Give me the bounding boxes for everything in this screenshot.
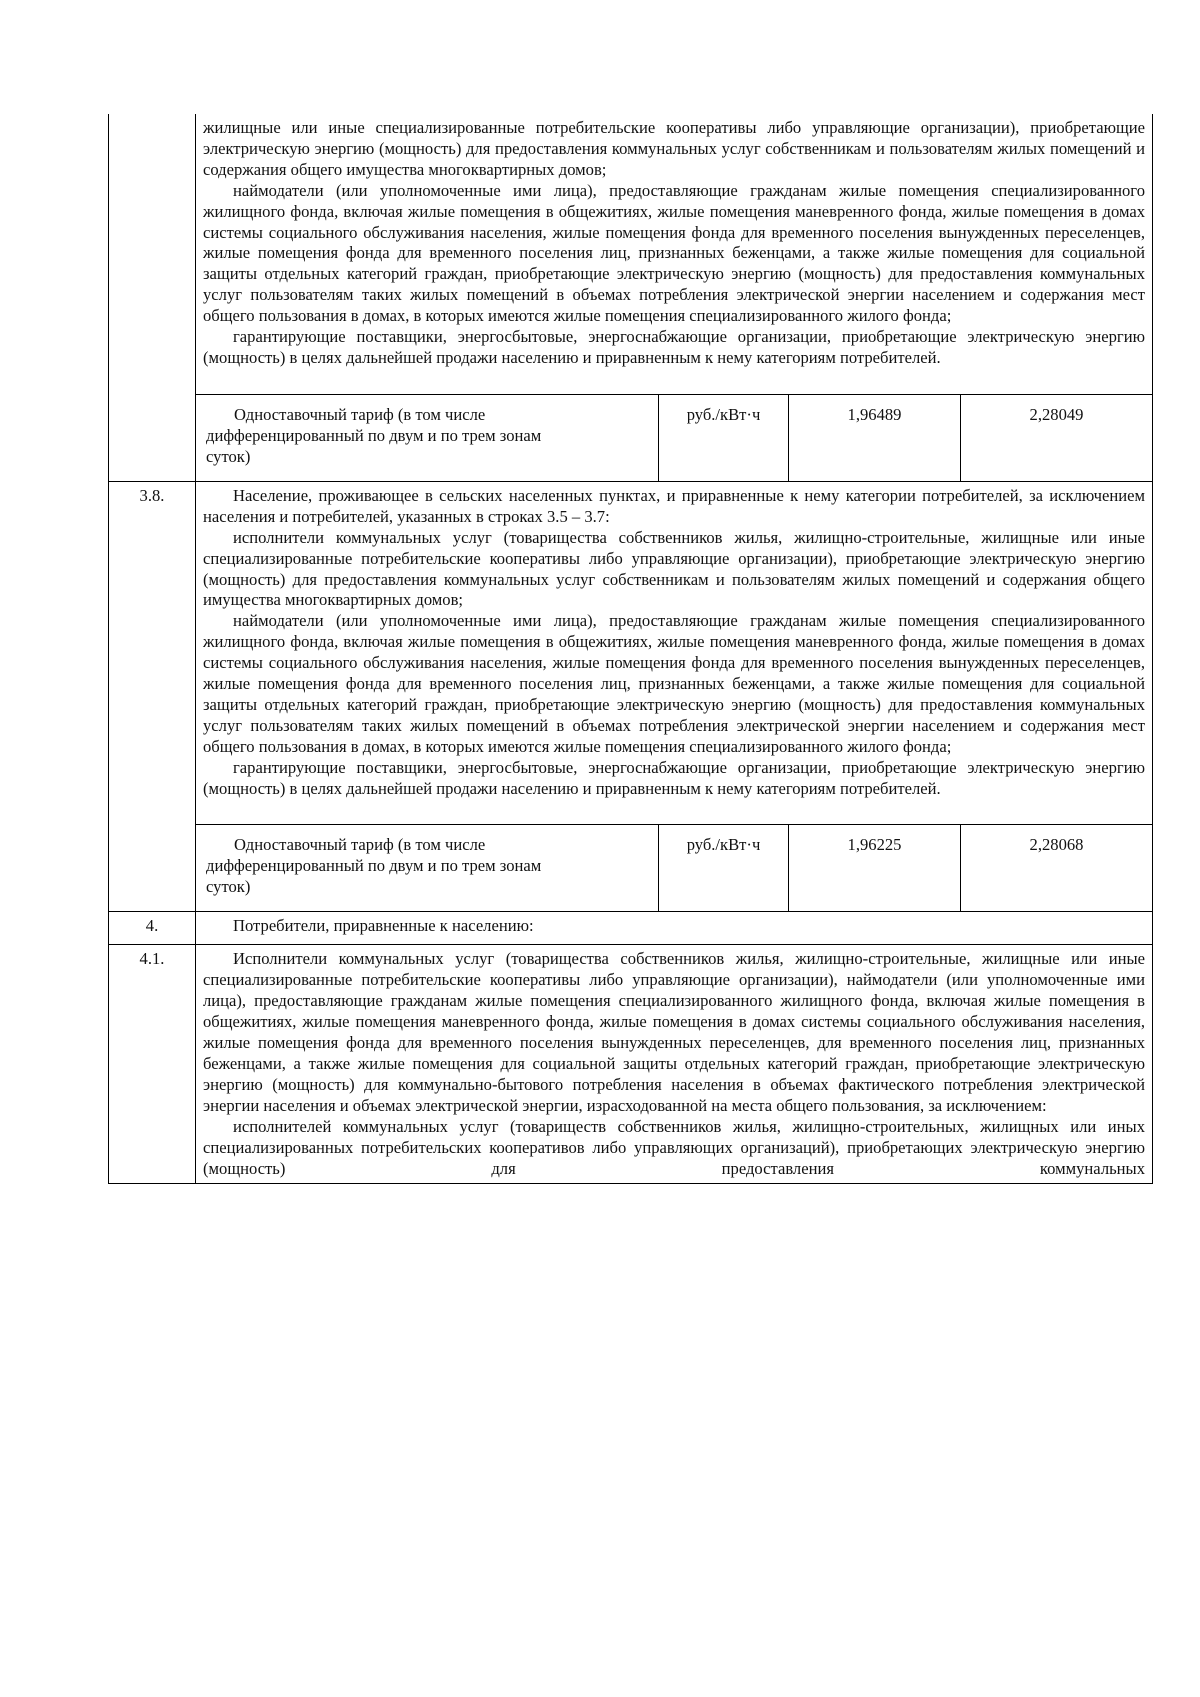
paragraph: Население, проживающее в сельских населенных пунктах, и приравненные к нему категории потребителей, за исключением населения и потребителей, указанных в строках 3.5 – 3.7:: [203, 485, 1145, 526]
paragraph: гарантирующие поставщики, энергосбытовые, энергоснабжающие организации, приобретающие электрическую энергию (мощность) в целях дальнейшей продажи населению и приравненным к нему категориям потребителей.: [203, 757, 1145, 798]
paragraph: Потребители, приравненные к населению:: [233, 916, 534, 936]
tariff-label-cell: [196, 394, 659, 481]
row-description-cell: [196, 912, 1153, 945]
tariff-label-line: Одноставочный тариф (в том числе: [234, 835, 486, 855]
tariff-value-second-half: 2,28049: [961, 394, 1153, 481]
row-description-cell: [196, 114, 1153, 394]
tariff-row-3-8: [109, 825, 1153, 912]
row-number: 3.8.: [109, 481, 196, 825]
row-number-cell: [109, 114, 196, 394]
tariff-value-first-half: 1,96225: [789, 825, 961, 912]
tariff-label-line: суток): [206, 446, 251, 466]
row-number: 4.: [109, 912, 196, 945]
row-description-cell: [196, 945, 1153, 1184]
row-4: [109, 912, 1153, 945]
unit-cell: руб./кВт·ч: [659, 394, 789, 481]
tariff-row-3-7: [109, 394, 1153, 481]
tariff-table: [108, 114, 1153, 1184]
row-number: 4.1.: [109, 945, 196, 1184]
paragraph: исполнителей коммунальных услуг (товариществ собственников жилья, жилищно-строительных, жилищных или иных специализированных потребительских кооперативов либо управляющих организаций), приобретающих электрическую энергию (мощность) для предоставления коммунальных: [203, 1116, 1145, 1178]
paragraph: наймодатели (или уполномоченные ими лица), предоставляющие гражданам жилые помещения специализированного жилищного фонда, включая жилые помещения в общежитиях, жилые помещения маневренного фонда, жилые помещения в домах системы социального обслуживания населения, жилые помещения фонда для временного поселения вынужденных переселенцев, жилые помещения фонда для временного поселения лиц, признанных беженцами, а также жилые помещения для социальной защиты отдельных категорий граждан, приобретающие электрическую энергию (мощность) для предоставления коммунальных услуг пользователям таких жилых помещений в объемах потребления электрической энергии населением и содержания мест общего пользования в домах, в которых имеются жилые помещения специализированного жилого фонда;: [203, 180, 1145, 326]
tariff-label-line: дифференцированный по двум и по трем зонам: [206, 425, 542, 445]
row-description-cell: [196, 481, 1153, 825]
tariff-label-cell: [196, 825, 659, 912]
tariff-value-first-half: 1,96489: [789, 394, 961, 481]
paragraph: исполнители коммунальных услуг (товарищества собственников жилья, жилищно-строительные, жилищные или иные специализированные потребительские кооперативы либо управляющие организации), приобретающие электрическую энергию (мощность) для предоставления коммунальных услуг собственникам и пользователям жилых помещений и содержания общего имущества многоквартирных домов;: [203, 527, 1145, 610]
row-3-7-continued: [109, 114, 1153, 394]
row-4-1: [109, 945, 1153, 1184]
tariff-label-line: Одноставочный тариф (в том числе: [234, 404, 486, 424]
row-3-8: [109, 481, 1153, 825]
tariff-label-line: дифференцированный по двум и по трем зонам: [206, 856, 542, 876]
paragraph: наймодатели (или уполномоченные ими лица), предоставляющие гражданам жилые помещения специализированного жилищного фонда, включая жилые помещения в общежитиях, жилые помещения маневренного фонда, жилые помещения в домах системы социального обслуживания населения, жилые помещения фонда для временного поселения вынужденных переселенцев, жилые помещения фонда для временного поселения лиц, признанных беженцами, а также жилые помещения для социальной защиты отдельных категорий граждан, приобретающие электрическую энергию (мощность) для предоставления коммунальных услуг пользователям таких жилых помещений в объемах потребления электрической энергии населением и содержания мест общего пользования в домах, в которых имеются жилые помещения специализированного жилого фонда;: [203, 611, 1145, 756]
paragraph: гарантирующие поставщики, энергосбытовые, энергоснабжающие организации, приобретающие электрическую энергию (мощность) в целях дальнейшей продажи населению и приравненным к нему категориям потребителей.: [203, 327, 1145, 367]
paragraph: Исполнители коммунальных услуг (товарищества собственников жилья, жилищно-строительные, жилищные или иные специализированные потребительские кооперативы либо управляющие организации), наймодатели (или уполномоченные ими лица), предоставляющие гражданам жилые помещения специализированного жилищного фонда, включая жилые помещения в общежитиях, жилые помещения маневренного фонда, жилые помещения в домах системы социального обслуживания населения, жилые помещения фонда для временного поселения вынужденных переселенцев, для временного поселения лиц, признанных беженцами, а также жилые помещения для социальной защиты отдельных категорий граждан, приобретающие электрическую энергию (мощность) для коммунально-бытового потребления населения в объемах фактического потребления электрической энергии населения и объемах электрической энергии, израсходованной на места общего пользования, за исключением:: [203, 949, 1145, 1115]
tariff-value-second-half: 2,28068: [961, 825, 1153, 912]
tariff-label-line: суток): [206, 877, 251, 897]
unit-cell: руб./кВт·ч: [659, 825, 789, 912]
paragraph: жилищные или иные специализированные потребительские кооперативы либо управляющие организации), приобретающие электрическую энергию (мощность) для предоставления коммунальных услуг собственникам и пользователям жилых помещений и содержания общего имущества многоквартирных домов;: [203, 118, 1145, 179]
